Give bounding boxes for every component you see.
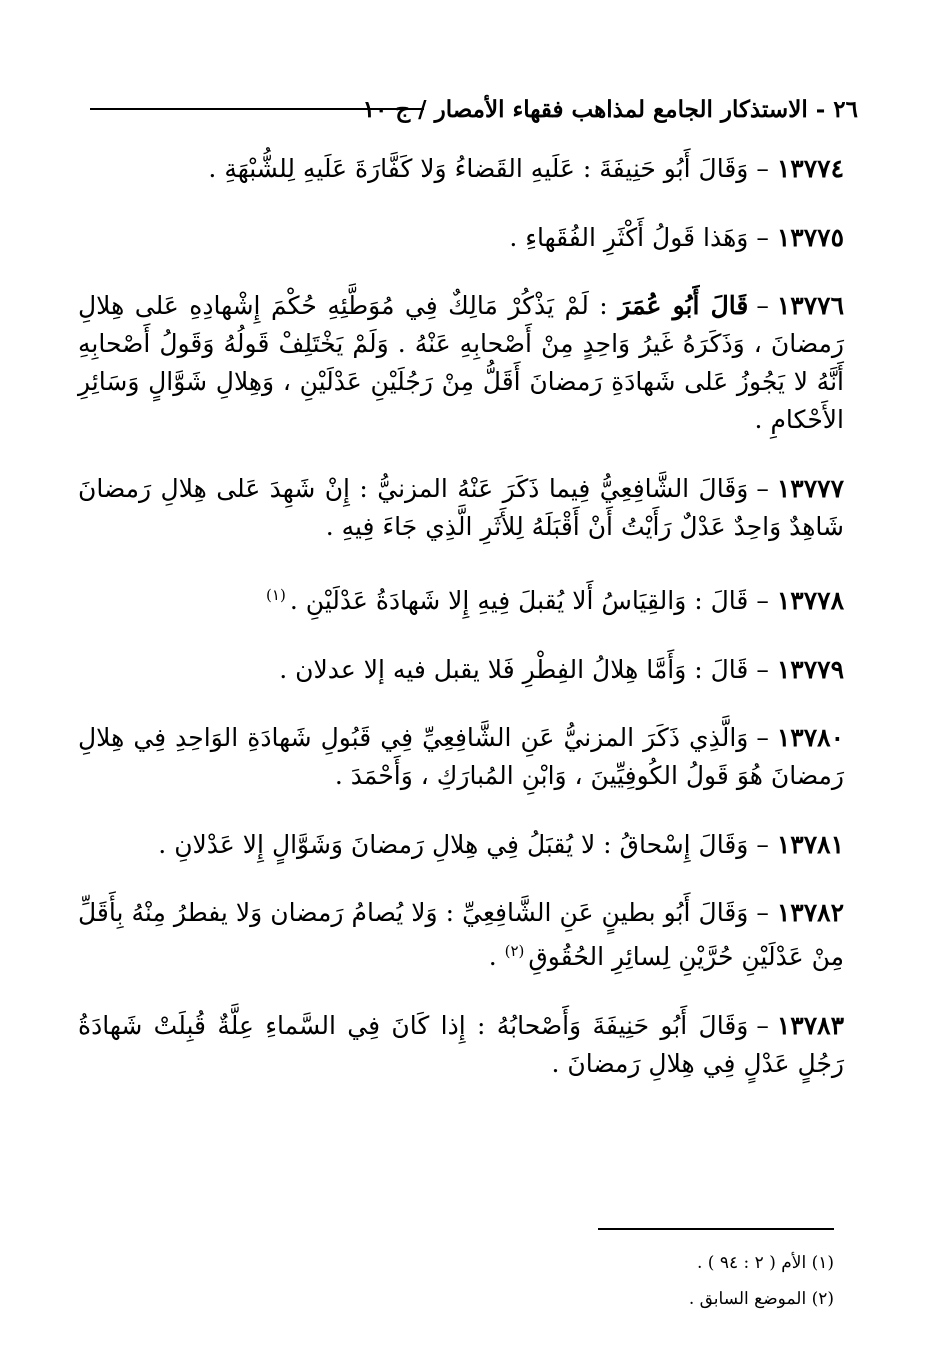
paragraph-13783 (78, 1007, 844, 1083)
footnote-ref[interactable]: (١) (266, 586, 286, 604)
paragraph-text: قَالَ : وَأَمَّا هِلالُ الفِطْرِ فَلا يقبل فيه إلا عدلان . (279, 654, 749, 684)
dash-separator: – (756, 154, 769, 183)
footnote-2: (٢) الموضع السابق . (688, 1289, 834, 1309)
page-header (90, 96, 858, 132)
paragraph-text: وَالَّذِي ذَكَرَ المزنيُّ عَنِ الشَّافِعِيِّ فِي قَبُولِ شَهادَةِ الوَاحِدِ فِي هِلالِ رَمضانَ هُوَ قَولُ الكُوفِيِّينَ ، وَابْنِ المُبارَكِ ، وَأَحْمَدَ . (78, 723, 844, 790)
footnote-ref[interactable]: (٢) (504, 942, 525, 960)
paragraph-13779 (78, 651, 844, 689)
paragraph-text: وَقَالَ أَبُو حَنِيفَةَ : عَلَيهِ القَضاءُ وَلا كَفَّارَةَ عَلَيهِ لِلشُّبْهَةِ . (208, 154, 749, 183)
paragraph-number: ١٣٧٨١ (776, 829, 844, 859)
paragraph-number: ١٣٧٧٦ (776, 291, 844, 320)
footnote-1: (١) الأم ( ٢ : ٩٤ ) . (697, 1253, 834, 1273)
speaker-name: قَالَ أَبُو عُمَرَ (618, 291, 749, 320)
paragraph-text: وَقَالَ أَبُو بطينٍ عَنِ الشَّافِعِيِّ : وَلا يُصامُ رَمضان وَلا يفطرُ مِنْهُ بِأَقَلِّ مِنْ عَدْلَيْنِ حُرَّيْنِ لِسائِرِ الحُقُوقِ (78, 898, 844, 971)
paragraph-13777 (78, 470, 844, 546)
dash-separator: – (756, 291, 769, 320)
paragraph-13775 (78, 219, 844, 257)
paragraph-number: ١٣٧٧٧ (776, 473, 844, 503)
paragraph-13782 (78, 894, 844, 976)
body-text (78, 150, 844, 1083)
dash-separator: – (756, 898, 769, 927)
paragraph-13774 (78, 150, 844, 188)
paragraph-number: ١٣٧٧٨ (776, 586, 844, 615)
running-title: الاستذكار الجامع لمذاهب فقهاء الأمصار / ج ١٠ (362, 96, 808, 123)
paragraph-number: ١٣٧٨٠ (776, 723, 844, 752)
paragraph-13780 (78, 719, 844, 795)
header-dash: - (807, 96, 826, 123)
footnotes (90, 1248, 834, 1320)
paragraph-text: وَقَالَ إِسْحاقُ : لا يُقبَلُ فِي هِلالِ رَمضانَ وَشَوَّالٍ إِلا عَدْلانِ . (158, 829, 749, 859)
paragraph-number: ١٣٧٧٩ (776, 654, 844, 684)
page-number: ٢٦ (833, 96, 858, 123)
dash-separator: – (756, 473, 769, 503)
paragraph-text: : لَمْ يَذْكُرْ مَالِكٌ فِي مُوَطَّئِهِ حُكْمَ إِشْهادِهِ عَلى هِلالِ رَمضانَ ، وَذَكَرَهُ غَيرُ وَاحِدٍ مِنْ أَصْحابِهِ عَنْهُ . وَلَمْ يَخْتَلِفْ قَولُهُ وَقَولُ أَصْحابِهِ أَنَّهُ لا يَجُوزُ عَلى شَهادَةِ رَمضانَ أَقَلُّ مِنْ رَجُلَيْنِ عَدْلَيْنِ ، وَهِلالِ شَوَّالٍ وَسَائِرِ الأَحْكامِ . (78, 291, 844, 434)
dash-separator: – (756, 829, 769, 859)
header-rule (90, 108, 424, 110)
paragraph-number: ١٣٧٧٤ (776, 154, 844, 183)
paragraph-tail: . (488, 942, 497, 971)
dash-separator: – (756, 723, 769, 752)
paragraph-number: ١٣٧٧٥ (776, 222, 844, 252)
footnote-rule (598, 1228, 834, 1230)
dash-separator: – (756, 1010, 769, 1040)
paragraph-text: وَقَالَ الشَّافِعِيُّ فِيما ذَكَرَ عَنْهُ المزنيُّ : إِنْ شَهِدَ عَلى هِلالِ رَمضانَ شَاهِدٌ وَاحِدٌ عَدْلٌ رَأَيْتُ أَنْ أَقْبَلَهُ لِلأَثَرِ الَّذِي جَاءَ فِيهِ . (78, 473, 844, 541)
paragraph-13776 (78, 287, 844, 439)
dash-separator: – (756, 654, 769, 684)
running-header (363, 96, 858, 123)
paragraph-text: وَقَالَ أَبُو حَنِيفَةَ وَأَصْحابُهُ : إِذا كَانَ فِي السَّماءِ عِلَّةٌ قُبِلَتْ شَهادَةُ رَجُلٍ عَدْلٍ فِي هِلالِ رَمضانَ . (78, 1010, 844, 1078)
paragraph-13778 (78, 576, 844, 620)
paragraph-13781 (78, 826, 844, 864)
paragraph-text: وَهَذا قَولُ أَكْثَرِ الفُقَهاءِ . (509, 222, 749, 252)
dash-separator: – (756, 222, 769, 252)
dash-separator: – (756, 586, 769, 615)
paragraph-text: قَالَ : وَالقِيَاسُ أَلا يُقبلَ فِيهِ إِلا شَهادَةُ عَدْلَيْنِ . (289, 586, 749, 615)
paragraph-number: ١٣٧٨٣ (776, 1010, 844, 1040)
paragraph-number: ١٣٧٨٢ (776, 898, 844, 927)
